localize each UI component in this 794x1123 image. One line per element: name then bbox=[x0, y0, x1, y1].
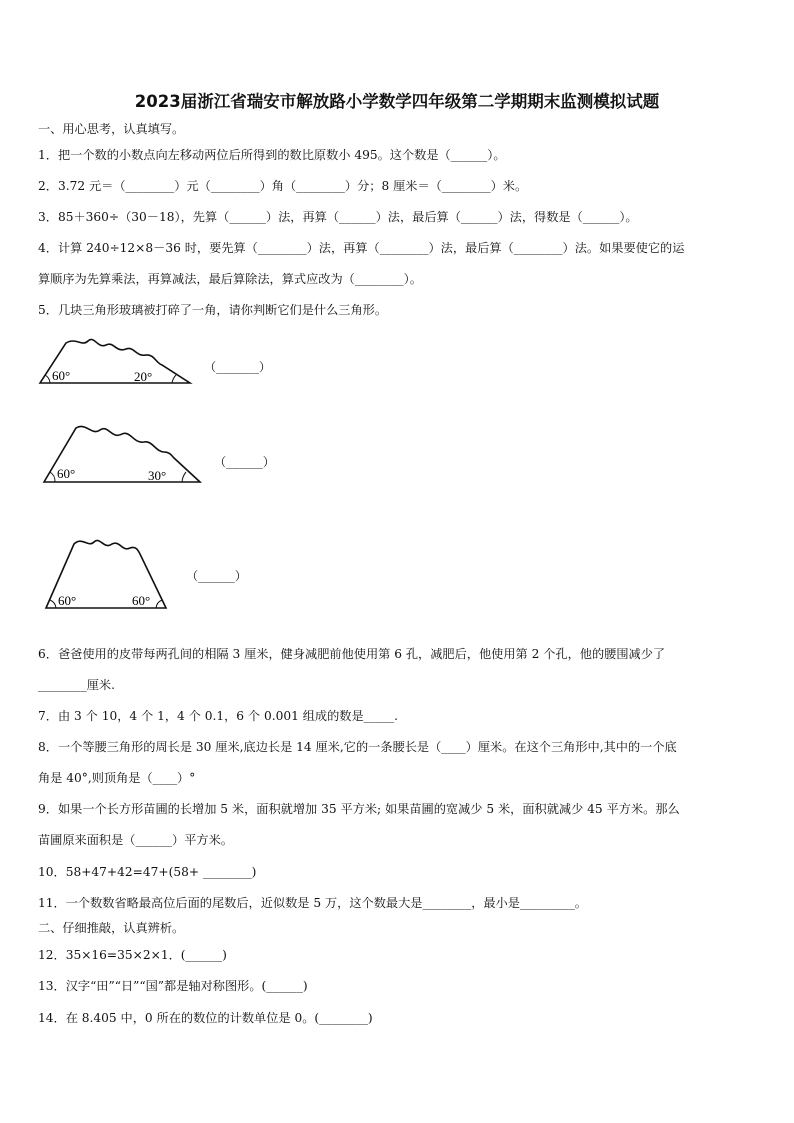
answer-blank-fig2[interactable]: （______） bbox=[214, 455, 275, 469]
question-9-line-1: 9．如果一个长方形苗圃的长增加 5 米，面积就增加 35 平方米; 如果苗圃的宽减少 5 米，面积就减少 45 平方米。那么 bbox=[38, 802, 680, 816]
angle-arc-right bbox=[172, 375, 176, 383]
question-2: 2．3.72 元＝（________）元（________）角（________）分；8 厘米＝（________）米。 bbox=[38, 179, 528, 193]
angle-arc-left bbox=[50, 472, 55, 482]
angle-arc-right bbox=[182, 472, 186, 482]
question-4-line-2: 算顺序为先算乘法，再算减法，最后算除法，算式应改为（________）。 bbox=[38, 272, 422, 286]
answer-blank-fig1[interactable]: （_______） bbox=[204, 360, 272, 374]
question-6-line-1: 6．爸爸使用的皮带每两孔间的相隔 3 厘米，健身减肥前他使用第 6 孔，减肥后，他使用第 2 个孔，他的腰围减少了 bbox=[38, 647, 666, 661]
broken-triangle-figure-3 bbox=[42, 534, 170, 612]
page-title: 2023届浙江省瑞安市解放路小学数学四年级第二学期期末监测模拟试题 bbox=[134, 92, 660, 111]
question-4-line-1: 4．计算 240÷12×8－36 时，要先算（________）法，再算（________）法，最后算（________）法。如果要使它的运 bbox=[38, 241, 685, 255]
question-6-line-2: ________厘米. bbox=[38, 678, 115, 692]
angle-arc-left bbox=[45, 375, 50, 383]
question-14: 14．在 8.405 中，0 所在的数位的计数单位是 0。(________) bbox=[38, 1011, 373, 1025]
question-12: 12．35×16=35×2×1．(______) bbox=[38, 948, 227, 962]
question-5: 5．几块三角形玻璃被打碎了一角，请你判断它们是什么三角形。 bbox=[38, 303, 388, 317]
section-heading-2: 二、仔细推敲，认真辨析。 bbox=[38, 921, 185, 935]
question-10: 10．58+47+42=47+(58+ ________) bbox=[38, 865, 257, 879]
broken-triangle-figure-1 bbox=[36, 335, 196, 387]
angle-label-left: 60° bbox=[52, 368, 71, 383]
question-11: 11．一个数数省略最高位后面的尾数后，近似数是 5 万，这个数最大是________，最小是_________。 bbox=[38, 896, 587, 910]
angle-label-right: 20° bbox=[134, 369, 153, 384]
angle-arc-left bbox=[50, 600, 56, 608]
angle-label-left: 60° bbox=[57, 466, 76, 481]
question-13: 13．汉字“田”“日”“国”都是轴对称图形。(______) bbox=[38, 979, 308, 993]
angle-label-right: 60° bbox=[132, 593, 151, 608]
angle-label-right: 30° bbox=[148, 468, 167, 483]
answer-blank-fig3[interactable]: （______） bbox=[186, 569, 247, 583]
question-3: 3．85＋360÷（30－18），先算（______）法，再算（______）法，最后算（______）法，得数是（______）。 bbox=[38, 210, 638, 224]
broken-triangle-figure-2 bbox=[40, 422, 205, 488]
question-1: 1．把一个数的小数点向左移动两位后所得到的数比原数小 495。这个数是（______）。 bbox=[38, 148, 506, 162]
question-9-line-2: 苗圃原来面积是（______）平方米。 bbox=[38, 833, 233, 847]
angle-arc-right bbox=[156, 600, 162, 608]
section-heading-1: 一、用心思考，认真填写。 bbox=[38, 122, 185, 136]
angle-label-left: 60° bbox=[58, 593, 77, 608]
question-8-line-2: 角是 40°,则顶角是（____）° bbox=[38, 771, 196, 785]
question-8-line-1: 8．一个等腰三角形的周长是 30 厘米,底边长是 14 厘米,它的一条腰长是（____）厘米。在这个三角形中,其中的一个底 bbox=[38, 740, 677, 754]
question-7: 7．由 3 个 10，4 个 1，4 个 0.1，6 个 0.001 组成的数是_____. bbox=[38, 709, 399, 723]
